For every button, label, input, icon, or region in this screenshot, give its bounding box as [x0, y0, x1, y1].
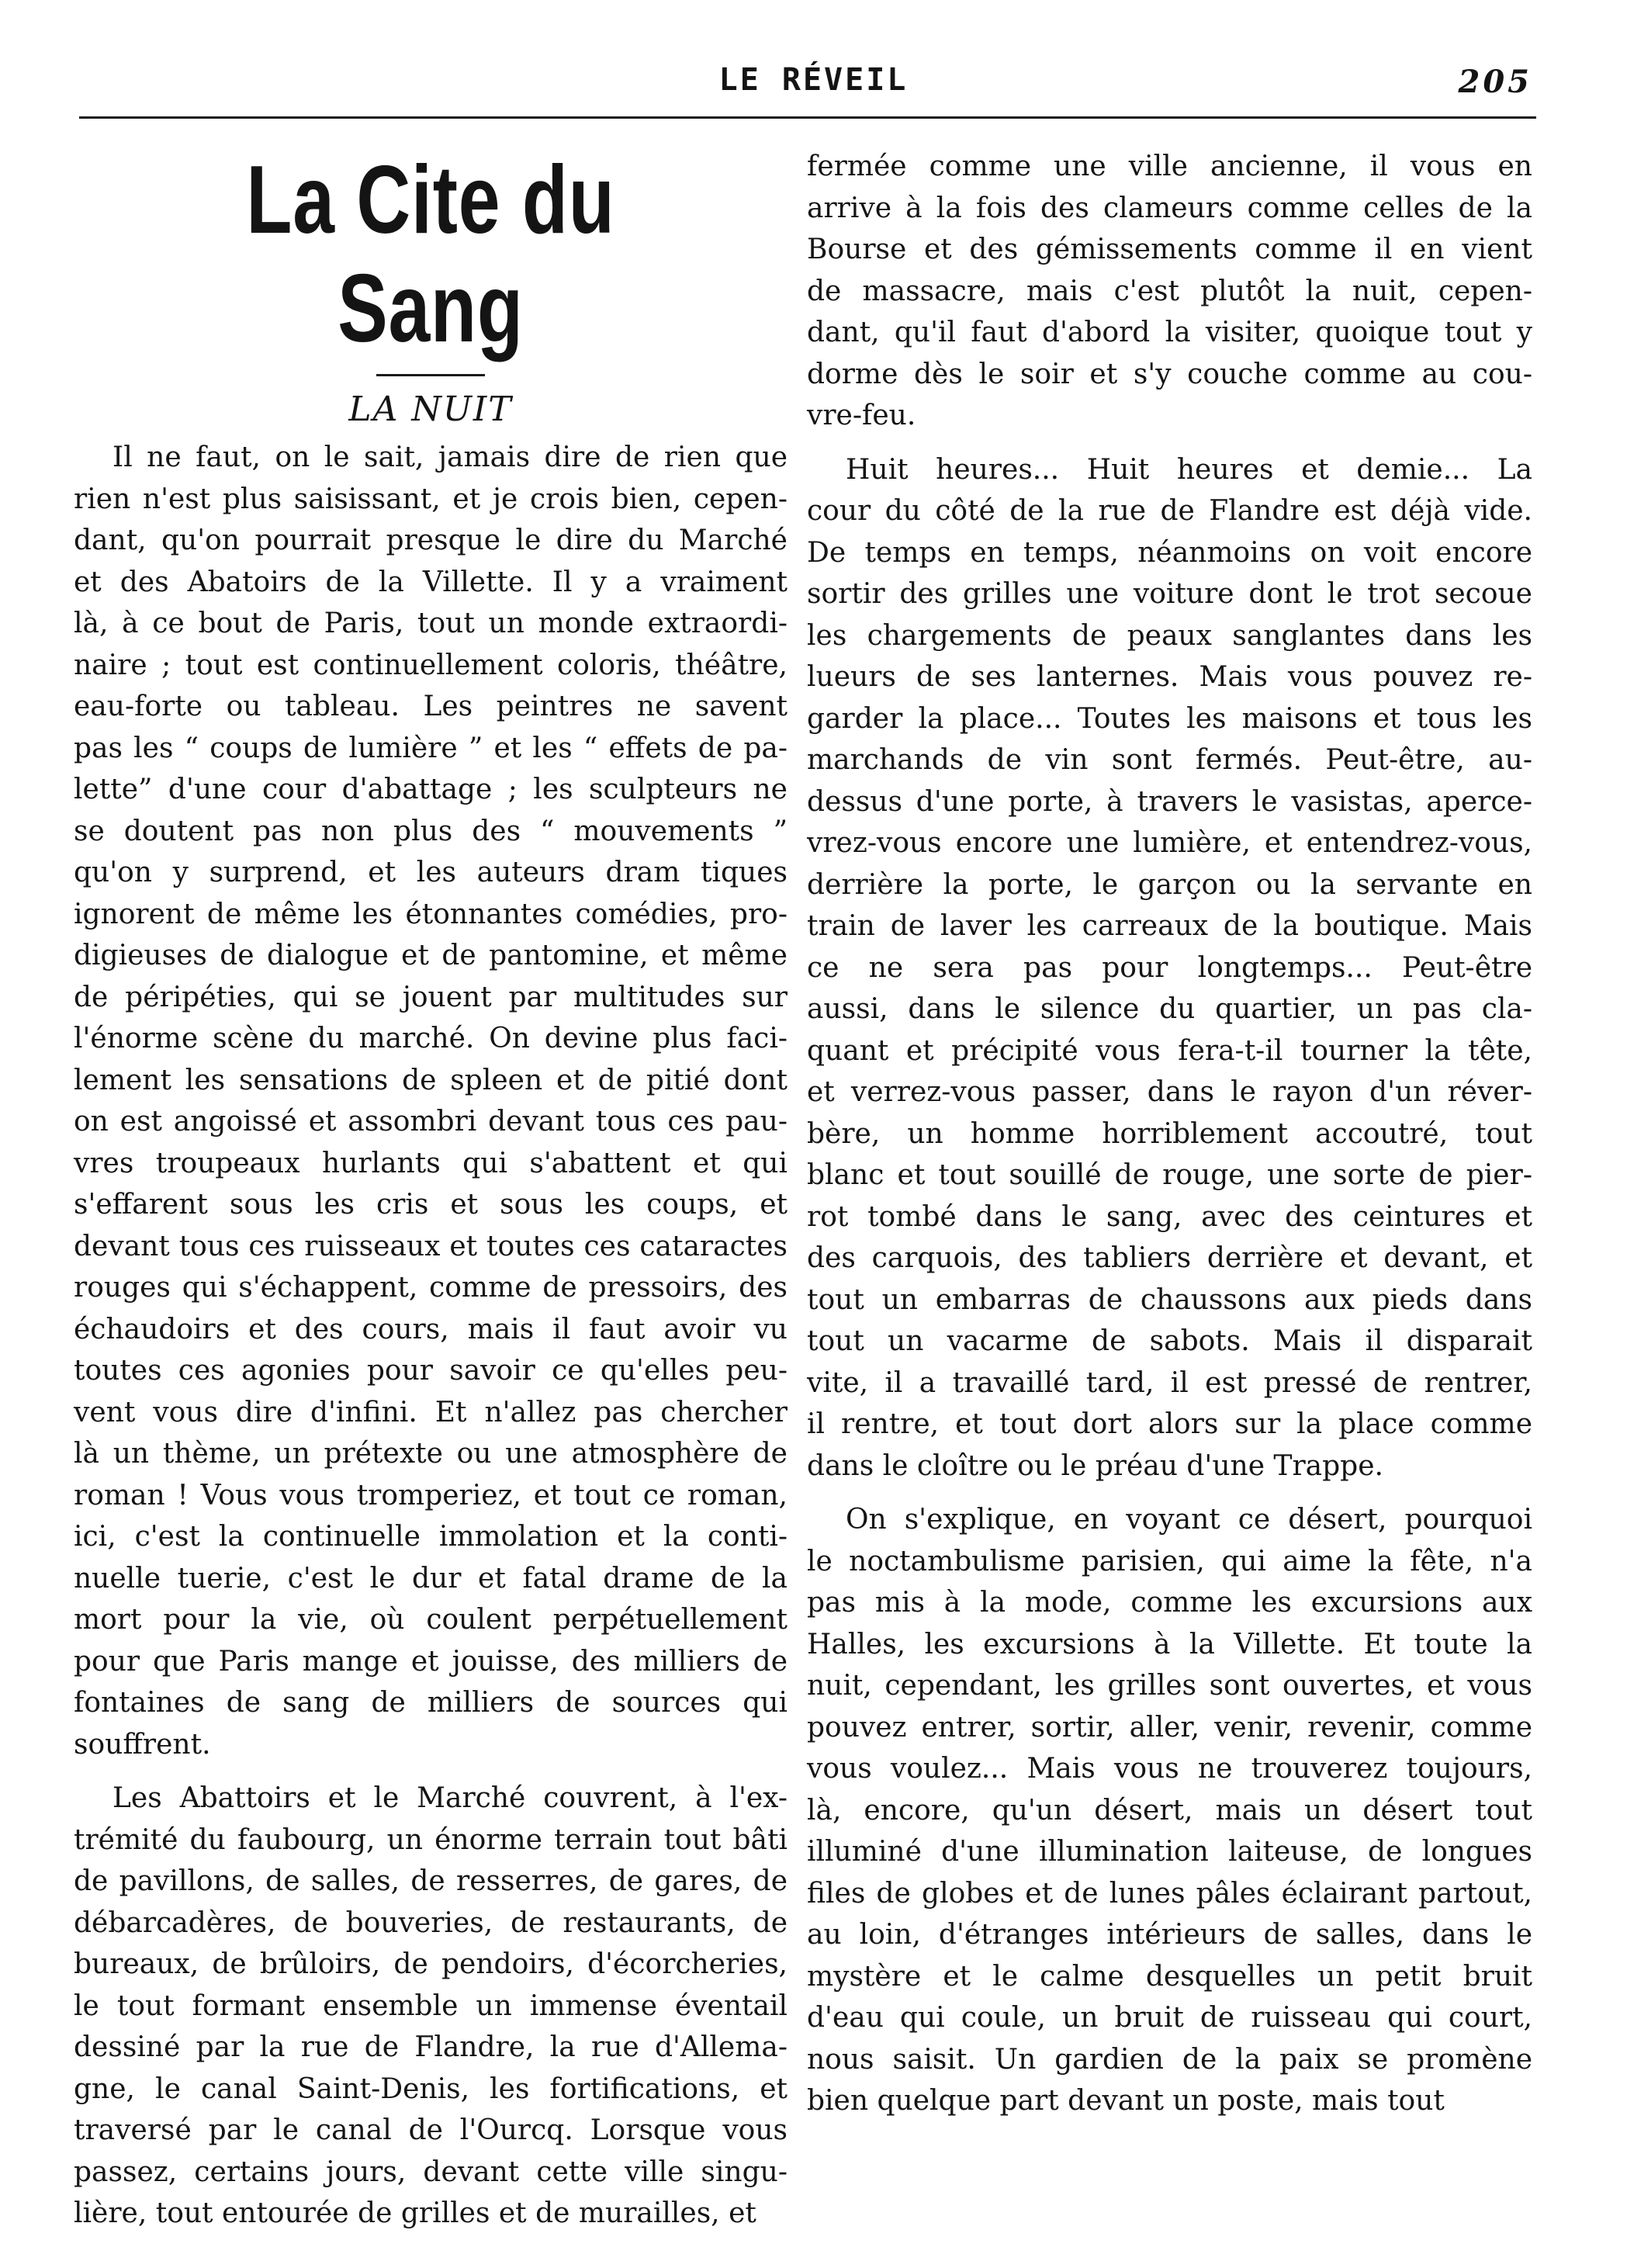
text-line: il rentre, et tout dort alors sur la place comme	[807, 1408, 1532, 1440]
text-line: les chargements de peaux sanglantes dans les	[807, 619, 1532, 652]
text-line: nuit, cependant, les grilles sont ouvertes, et vous	[807, 1670, 1532, 1702]
text-line: digieuses de dialogue et de pantomine, et même	[74, 940, 788, 971]
article-title: La Cite du Sang	[246, 147, 615, 362]
text-line: dessiné par la rue de Flandre, la rue d'Allema-	[74, 2031, 788, 2063]
text-line: De temps en temps, néanmoins on voit encore	[807, 536, 1532, 569]
text-line: Halles, les excursions à la Villette. Et toute la	[807, 1628, 1532, 1660]
text-line: au loin, d'étranges intérieurs de salles, dans le	[807, 1919, 1532, 1951]
text-line: lière, tout entourée de grilles et de murailles, et	[74, 2197, 756, 2229]
text-line: garder la place... Toutes les maisons et tous les	[807, 702, 1532, 735]
text-line: pas mis à la mode, comme les excursions aux	[807, 1587, 1532, 1619]
right-column	[807, 146, 1532, 2122]
text-line: mort pour la vie, où coulent perpétuellement	[74, 1604, 788, 1636]
text-line: vrez-vous encore une lumière, et entendrez-vous,	[807, 827, 1532, 859]
paragraph-gap	[74, 1765, 788, 1778]
text-line: devant tous ces ruisseaux et toutes ces cataractes	[74, 1230, 788, 1262]
text-line: bère, un homme horriblement accoutré, tout	[807, 1117, 1532, 1150]
text-line: trémité du faubourg, un énorme terrain tout bâti	[74, 1823, 788, 1856]
text-line: là un thème, un prétexte ou une atmosphère de	[74, 1438, 788, 1470]
text-line: on est angoissé et assombri devant tous ces pau-	[74, 1106, 788, 1137]
text-line: naire ; tout est continuellement coloris, théâtre,	[74, 649, 788, 681]
text-line: s'effarent sous les cris et sous les coups, et	[74, 1189, 788, 1221]
text-line: dans le cloître ou le préau d'une Trappe.	[807, 1449, 1383, 1482]
text-line: pour que Paris mange et jouisse, des milliers de	[74, 1645, 788, 1678]
text-line: aussi, dans le silence du quartier, un pas cla-	[807, 993, 1532, 1025]
text-line: tout un vacarme de sabots. Mais il disparait	[807, 1325, 1532, 1357]
text-line: lement les sensations de spleen et de pitié dont	[74, 1064, 788, 1096]
page-number: 205	[1458, 64, 1532, 100]
text-line: de péripéties, qui se jouent par multitudes sur	[74, 981, 788, 1013]
paragraph	[807, 449, 1532, 1487]
text-line: débarcadères, de bouveries, de restaurants, de	[74, 1906, 788, 1939]
text-line: dessus d'une porte, à travers le vasistas, aperce-	[807, 785, 1532, 818]
text-line: illuminé d'une illumination laiteuse, de longues	[807, 1836, 1532, 1868]
text-line: qu'on y surprend, et les auteurs dram tiques	[74, 857, 788, 888]
text-line: ignorent de même les étonnantes comédies, pro-	[74, 898, 788, 930]
text-line: eau-forte ou tableau. Les peintres ne savent	[74, 691, 788, 722]
paragraph	[807, 1499, 1532, 2122]
text-line: là, encore, qu'un désert, mais un désert tout	[807, 1794, 1532, 1827]
text-line: pas les “ coups de lumière ” et les “ effets de pa-	[74, 732, 788, 764]
text-line: vous voulez... Mais vous ne trouverez toujours,	[807, 1753, 1532, 1785]
text-line: Il ne faut, on le sait, jamais dire de rien que	[113, 441, 788, 473]
text-line: vre-feu.	[807, 400, 916, 431]
text-line: ce ne sera pas pour longtemps... Peut-être	[807, 951, 1532, 984]
text-line: marchands de vin sont fermés. Peut-être, au-	[807, 744, 1532, 776]
text-line: Les Abattoirs et le Marché couvrent, à l'ex-	[113, 1782, 788, 1814]
text-line: train de laver les carreaux de la boutique. Mais	[807, 910, 1532, 942]
text-line: arrive à la fois des clameurs comme celles de la	[807, 192, 1532, 224]
text-line: de pavillons, de salles, de resserres, de gares, de	[74, 1865, 788, 1897]
running-head	[0, 62, 1627, 116]
text-line: nous saisit. Un gardien de la paix se promène	[807, 2043, 1532, 2076]
right-column-body	[807, 146, 1532, 2122]
text-line: lette” d'une cour d'abattage ; les sculpteurs ne	[74, 774, 788, 805]
text-line: tout un embarras de chaussons aux pieds dans	[807, 1283, 1532, 1316]
text-line: toutes ces agonies pour savoir ce qu'elles peu-	[74, 1355, 788, 1387]
paragraph-gap	[807, 437, 1532, 449]
text-line: fontaines de sang de milliers de sources qui	[74, 1687, 788, 1719]
text-line: là, à ce bout de Paris, tout un monde extraordi-	[74, 608, 788, 639]
text-line: de massacre, mais c'est plutôt la nuit, cepen-	[807, 275, 1532, 307]
text-line: échaudoirs et des cours, mais il faut avoir vu	[74, 1313, 788, 1345]
text-line: souffrent.	[74, 1728, 211, 1761]
text-line: Huit heures... Huit heures et demie... La	[846, 453, 1532, 486]
text-line: dant, qu'il faut d'abord la visiter, quoique tout y	[807, 317, 1532, 348]
left-column	[74, 146, 788, 2235]
text-line: mystère et le calme desquelles un petit bruit	[807, 1960, 1532, 1993]
text-line: le tout formant ensemble un immense éventail	[74, 1989, 788, 2022]
text-line: fermée comme une ville ancienne, il vous en	[807, 151, 1532, 182]
section-heading: LA NUIT	[348, 390, 513, 429]
title-rule	[376, 374, 485, 376]
text-line: pouvez entrer, sortir, aller, venir, revenir, comme	[807, 1711, 1532, 1743]
text-line: rien n'est plus saisissant, et je crois bien, cepen-	[74, 483, 788, 515]
paragraph	[807, 146, 1532, 437]
text-line: gne, le canal Saint-Denis, les fortifications, et	[74, 2072, 788, 2105]
text-line: passez, certains jours, devant cette ville singu-	[74, 2155, 788, 2188]
text-line: dant, qu'on pourrait presque le dire du Marché	[74, 525, 788, 556]
text-line: se doutent pas non plus des “ mouvements ”	[74, 815, 788, 847]
text-line: cour du côté de la rue de Flandre est déjà vide.	[807, 495, 1532, 527]
header-rule	[79, 116, 1536, 119]
text-line: et des Abatoirs de la Villette. Il y a vraiment	[74, 566, 788, 598]
text-line: des carquois, des tabliers derrière et devant, et	[807, 1242, 1532, 1274]
text-line: vite, il a travaillé tard, il est pressé de rentrer,	[807, 1366, 1532, 1399]
journal-title: LE RÉVEIL	[718, 62, 909, 98]
text-line: Bourse et des gémissements comme il en vient	[807, 234, 1532, 265]
text-line: derrière la porte, le garçon ou la servante en	[807, 868, 1532, 901]
text-line: d'eau qui coule, un bruit de ruisseau qui court,	[807, 2002, 1532, 2034]
paragraph-gap	[807, 1487, 1532, 1499]
text-line: quant et précipité vous fera-t-il tourner la tête,	[807, 1034, 1532, 1067]
text-line: l'énorme scène du marché. On devine plus faci-	[74, 1023, 788, 1054]
text-line: ici, c'est la continuelle immolation et la conti-	[74, 1521, 788, 1553]
text-line: rot tombé dans le sang, avec des ceintures et	[807, 1200, 1532, 1233]
text-line: traversé par le canal de l'Ourcq. Lorsque vous	[74, 2114, 788, 2146]
text-line: vent vous dire d'infini. Et n'allez pas chercher	[74, 1396, 788, 1428]
text-line: nuelle tuerie, c'est le dur et fatal drame de la	[74, 1562, 788, 1595]
left-column-body	[74, 437, 788, 2235]
paragraph	[74, 1778, 788, 2235]
text-line: vres troupeaux hurlants qui s'abattent et qui	[74, 1147, 788, 1179]
paragraph	[74, 437, 788, 1765]
text-line: sortir des grilles une voiture dont le trot secoue	[807, 578, 1532, 610]
text-line: rouges qui s'échappent, comme de pressoirs, des	[74, 1272, 788, 1304]
text-line: bureaux, de brûloirs, de pendoirs, d'écorcheries,	[74, 1948, 788, 1980]
text-line: roman ! Vous vous tromperiez, et tout ce roman,	[74, 1479, 788, 1511]
text-line: On s'explique, en voyant ce désert, pourquoi	[846, 1504, 1532, 1536]
text-line: le noctambulisme parisien, qui aime la fête, n'a	[807, 1545, 1532, 1577]
text-line: bien quelque part devant un poste, mais tout	[807, 2085, 1445, 2117]
text-line: lueurs de ses lanternes. Mais vous pouvez re-	[807, 661, 1532, 693]
text-line: blanc et tout souillé de rouge, une sorte de pier-	[807, 1159, 1532, 1191]
text-line: et verrez-vous passer, dans le rayon d'un réver-	[807, 1076, 1532, 1108]
text-line: files de globes et de lunes pâles éclairant partout,	[807, 1877, 1532, 1910]
text-line: dorme dès le soir et s'y couche comme au cou-	[807, 358, 1532, 390]
